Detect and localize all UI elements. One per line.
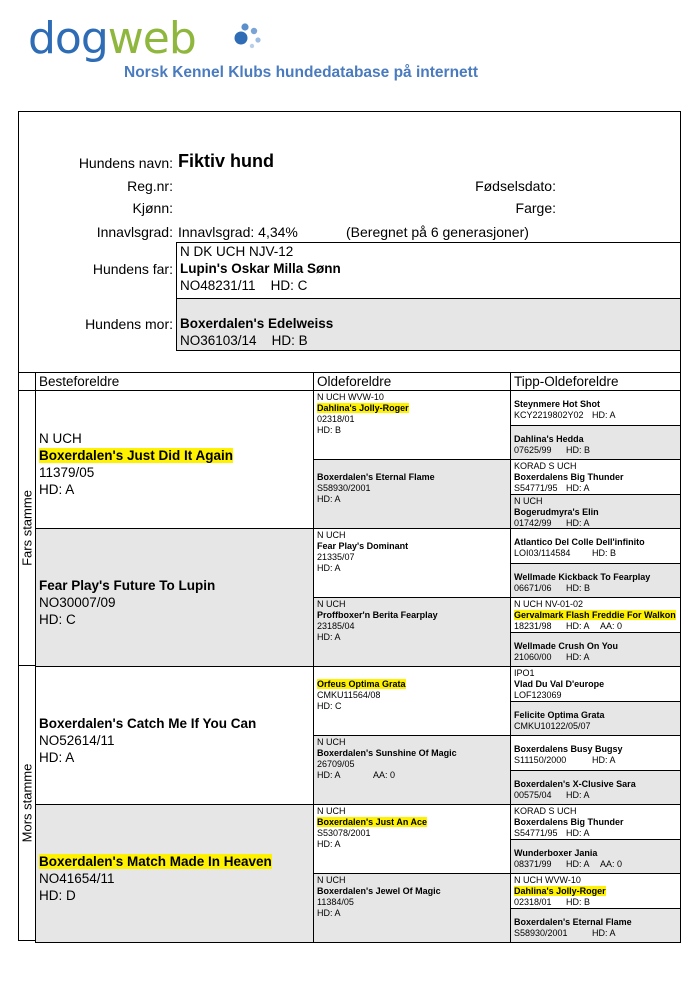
great-grandparent-titles-row	[317, 599, 438, 610]
ggp-titles: KORAD S UCH	[514, 461, 577, 471]
ggp-name-row	[514, 679, 604, 690]
great-grandparent-cell[interactable]	[313, 459, 511, 529]
fars-stamme-side	[18, 390, 36, 666]
great-great-grandparent-info	[514, 399, 626, 421]
ggp-reg: S11150/2000	[514, 755, 567, 765]
father-reg: NO48231/11	[180, 278, 256, 293]
great-great-grandparent-info	[514, 434, 600, 456]
ggp-name[interactable]: Boxerdalen's X-Clusive Sara	[514, 778, 636, 789]
great-grandparent-titles: N UCH	[317, 806, 346, 816]
great-grandparent-reg: 21335/07	[317, 552, 355, 562]
great-grandparent-reg: 02318/01	[317, 414, 355, 424]
ggp-titles-row	[514, 461, 624, 472]
grandparent-hd-row	[39, 887, 272, 904]
ggp-reg-row	[514, 790, 636, 801]
great-great-grandparent-info	[514, 496, 600, 529]
ggp-reg: 01742/99	[514, 517, 552, 528]
great-great-grandparent-cell[interactable]	[510, 632, 681, 668]
great-grandparent-titles-row	[317, 806, 427, 817]
grandparent-reg-row	[39, 594, 215, 611]
inbreeding-label: Innavlsgrad:	[96, 224, 173, 240]
header-grandparents: Besteforeldre	[35, 372, 314, 390]
great-grandparent-health	[317, 908, 441, 919]
great-great-grandparent-cell[interactable]	[510, 494, 681, 530]
ggp-name-row	[514, 434, 600, 445]
ggp-reg: 06671/06	[514, 582, 552, 593]
ggp-titles-row	[514, 875, 606, 886]
ggp-name-row	[514, 537, 645, 548]
inbreeding-value: Innavlsgrad: 4,34%	[178, 224, 298, 240]
great-grandparent-cell[interactable]	[313, 390, 511, 460]
ggp-reg: 08371/99	[514, 858, 552, 869]
ggp-reg: S54771/95	[514, 828, 558, 838]
grandparent-reg: NO52614/11	[39, 733, 115, 748]
grandparent-reg-row	[39, 732, 256, 749]
ggp-aa: AA: 0	[600, 621, 623, 631]
grandparent-name[interactable]: Fear Play's Future To Lupin	[39, 578, 216, 593]
ggp-hd: HD: A	[566, 483, 590, 493]
great-great-grandparent-info	[514, 744, 626, 766]
great-grandparent-health	[317, 770, 457, 781]
great-grandparent-titles-row	[317, 737, 457, 748]
grandparent-cell[interactable]	[35, 528, 314, 667]
great-grandparent-reg-row	[317, 414, 409, 425]
great-grandparent-name[interactable]: Boxerdalen's Eternal Flame	[317, 472, 435, 482]
ggp-name-row	[514, 848, 622, 859]
grandparent-hd-row	[39, 749, 256, 766]
great-grandparent-name-row	[317, 541, 408, 552]
ggp-hd: HD: A	[592, 410, 616, 420]
ggp-reg: CMKU10122/05/07	[514, 720, 591, 731]
great-grandparent-info	[317, 530, 408, 574]
ggp-hd: HD: A	[566, 621, 590, 631]
mother-reg: NO36103/14	[180, 333, 257, 348]
ggp-titles: IPO1	[514, 668, 535, 678]
grandparent-info	[39, 853, 272, 904]
great-grandparent-info	[317, 875, 441, 919]
great-grandparent-cell[interactable]	[313, 804, 511, 874]
ggp-name[interactable]: Wunderboxer Jania	[514, 847, 598, 858]
ggp-name[interactable]: Boxerdalens Busy Bugsy	[514, 744, 623, 754]
grandparent-cell[interactable]	[35, 390, 314, 529]
ggp-reg-row	[514, 897, 606, 908]
great-grandparent-health	[317, 701, 406, 712]
great-great-grandparent-cell[interactable]	[510, 390, 681, 426]
grandparent-name[interactable]: Boxerdalen's Just Did It Again	[39, 448, 233, 463]
logo-word-web: web	[107, 13, 196, 64]
great-grandparent-reg: 11384/05	[317, 897, 354, 907]
great-grandparent-reg: 26709/05	[317, 759, 355, 769]
ggp-name-row	[514, 710, 605, 721]
great-great-grandparent-cell[interactable]	[510, 908, 681, 944]
ggp-reg-row	[514, 548, 645, 559]
great-grandparent-titles-row	[317, 392, 409, 403]
great-great-grandparent-info	[514, 641, 618, 663]
mors-stamme-side	[18, 665, 36, 941]
grandparent-name-row	[39, 715, 256, 732]
grandparent-reg-row	[39, 870, 272, 887]
great-grandparent-hd: HD: A	[317, 839, 341, 849]
ggp-reg: 07625/99	[514, 444, 552, 455]
grandparent-hd-row	[39, 611, 215, 628]
ggp-hd: HD: A	[566, 517, 590, 528]
great-grandparent-name-row	[317, 748, 457, 759]
great-great-grandparent-info	[514, 599, 676, 632]
ggp-name-row	[514, 507, 600, 518]
great-grandparent-info	[317, 679, 406, 712]
ggp-name[interactable]: Boxerdalens Big Thunder	[514, 472, 624, 482]
header-great-grandparents: Oldeforeldre	[313, 372, 511, 390]
ggp-name-row	[514, 917, 632, 928]
ggp-titles-row	[514, 496, 600, 507]
mors-stamme-label: Mors stamme	[19, 763, 35, 843]
great-great-grandparent-cell[interactable]	[510, 804, 681, 840]
great-grandparent-health	[317, 839, 427, 850]
ggp-hd: HD: A	[566, 789, 590, 800]
great-great-grandparent-cell[interactable]	[510, 597, 681, 633]
great-grandparent-hd: HD: A	[317, 632, 341, 642]
great-grandparent-titles: N UCH	[317, 530, 346, 540]
grandparent-info	[39, 715, 256, 766]
ggp-reg-row	[514, 690, 604, 701]
great-grandparent-titles-row	[317, 530, 408, 541]
ggp-name[interactable]: Felicite Optima Grata	[514, 709, 605, 720]
great-grandparent-reg-row	[317, 483, 435, 494]
ggp-name-row	[514, 610, 676, 621]
grandparent-reg-row	[39, 464, 233, 481]
ggp-name[interactable]: Dahlina's Hedda	[514, 433, 584, 444]
mother-box[interactable]	[176, 298, 681, 351]
father-reg-line	[177, 277, 680, 294]
grandparent-name-row	[39, 447, 233, 464]
great-grandparent-name-row	[317, 403, 409, 414]
ggp-titles-row	[514, 599, 676, 610]
ggp-name-row	[514, 779, 636, 790]
ggp-reg: S54771/95	[514, 483, 558, 493]
great-grandparent-health	[317, 494, 435, 505]
grandparent-name[interactable]: Boxerdalen's Match Made In Heaven	[39, 854, 272, 869]
header-great-great-grandparents: Tipp-Oldeforeldre	[510, 372, 681, 390]
color-label: Farge:	[515, 200, 556, 216]
grandparent-hd: HD: D	[39, 888, 76, 903]
great-grandparent-hd: HD: A	[317, 494, 341, 504]
great-grandparent-name[interactable]: Fear Play's Dominant	[317, 541, 409, 551]
father-name[interactable]: Lupin's Oskar Milla Sønn	[180, 261, 341, 276]
great-great-grandparent-cell[interactable]	[510, 425, 681, 461]
ggp-reg-row	[514, 410, 626, 421]
great-grandparent-hd: HD: A	[317, 563, 341, 573]
grandparent-reg: 11379/05	[39, 465, 95, 480]
ggp-name[interactable]: Wellmade Crush On You	[514, 640, 619, 651]
birthdate-label: Fødselsdato:	[475, 178, 556, 194]
great-grandparent-reg-row	[317, 552, 408, 563]
ggp-reg: 00575/04	[514, 789, 552, 800]
great-great-grandparent-info	[514, 779, 636, 801]
ggp-hd: HD: A	[566, 858, 590, 869]
grandparent-info	[39, 577, 215, 628]
ggp-name[interactable]: Wellmade Kickback To Fearplay	[514, 571, 651, 582]
ggp-reg-row	[514, 859, 622, 870]
great-grandparent-aa: AA: 0	[373, 770, 396, 780]
great-grandparent-titles: N UCH	[317, 737, 346, 747]
great-grandparent-name[interactable]: Boxerdalen's Sunshine Of Magic	[317, 748, 457, 758]
father-box[interactable]	[176, 242, 681, 299]
grandparent-titles-row	[39, 430, 233, 447]
ggp-reg-row	[514, 483, 624, 494]
grandparent-cell[interactable]	[35, 804, 314, 943]
ggp-hd: HD: B	[566, 897, 591, 907]
great-great-grandparent-info	[514, 668, 604, 701]
ggp-reg: LOI03/114584	[514, 548, 571, 558]
great-grandparent-name-row	[317, 610, 438, 621]
ggp-reg-row	[514, 928, 632, 939]
logo-word-dog: dog	[28, 13, 108, 64]
fars-stamme-label: Fars stamme	[19, 490, 35, 566]
great-great-grandparent-info	[514, 537, 645, 559]
ggp-reg-row	[514, 828, 624, 839]
grandparent-hd: HD: A	[39, 750, 75, 765]
great-grandparent-cell[interactable]	[313, 873, 511, 943]
ggp-name[interactable]: Steynmere Hot Shot	[514, 399, 601, 409]
great-great-grandparent-cell[interactable]	[510, 839, 681, 875]
grandparent-cell[interactable]	[35, 666, 314, 805]
great-grandparent-hd: HD: C	[317, 701, 342, 711]
great-grandparent-reg-row	[317, 690, 406, 701]
ggp-titles: N UCH WVW-10	[514, 875, 581, 885]
great-grandparent-name[interactable]: Dahlina's Jolly-Roger	[317, 403, 409, 413]
ggp-aa: AA: 0	[600, 858, 623, 869]
ggp-reg-row	[514, 518, 600, 529]
ggp-titles: N UCH NV-01-02	[514, 599, 584, 609]
great-grandparent-name-row	[317, 679, 406, 690]
great-grandparent-health	[317, 563, 408, 574]
mother-hd: HD: B	[271, 333, 308, 348]
grandparent-hd-row	[39, 481, 233, 498]
grandparent-name[interactable]: Boxerdalen's Catch Me If You Can	[39, 716, 257, 731]
great-grandparent-name-row	[317, 472, 435, 483]
ggp-titles: KORAD S UCH	[514, 806, 577, 816]
great-great-grandparent-info	[514, 917, 632, 939]
great-great-grandparent-cell[interactable]	[510, 563, 681, 599]
ggp-hd: HD: A	[592, 927, 616, 938]
great-grandparent-cell[interactable]	[313, 597, 511, 667]
grandparent-name-row	[39, 853, 272, 870]
ggp-name-row	[514, 886, 606, 897]
ggp-titles: N UCH	[514, 495, 543, 506]
ggp-name[interactable]: Dahlina's Jolly-Roger	[514, 886, 606, 896]
great-grandparent-cell[interactable]	[313, 528, 511, 598]
dog-name: Fiktiv hund	[178, 151, 274, 171]
father-hd: HD: C	[270, 278, 308, 293]
great-grandparent-health	[317, 632, 438, 643]
great-great-grandparent-info	[514, 848, 622, 870]
great-grandparent-hd: HD: A	[317, 908, 341, 918]
ggp-name-row	[514, 472, 624, 483]
great-grandparent-reg: CMKU11564/08	[317, 690, 381, 700]
ggp-hd: HD: A	[592, 755, 616, 765]
great-grandparent-info	[317, 806, 427, 850]
ggp-reg-row	[514, 445, 600, 456]
mother-name[interactable]: Boxerdalen's Edelweiss	[180, 316, 334, 331]
ggp-name[interactable]: Vlad Du Val D'europe	[514, 679, 605, 689]
great-grandparent-reg: S58930/2001	[317, 483, 371, 493]
paw-dots-icon	[232, 22, 264, 52]
great-great-grandparent-info	[514, 572, 650, 594]
inbreeding-note: (Beregnet på 6 generasjoner)	[346, 224, 529, 240]
great-great-grandparent-cell[interactable]	[510, 873, 681, 909]
mother-reg-line	[177, 332, 680, 349]
grandparent-reg: NO30007/09	[39, 595, 116, 610]
grandparent-info	[39, 430, 233, 498]
ggp-hd: HD: A	[566, 651, 590, 662]
great-grandparent-info	[317, 737, 457, 781]
grandparent-hd: HD: A	[39, 482, 75, 497]
great-grandparent-hd: HD: B	[317, 425, 342, 435]
regnr-label: Reg.nr:	[127, 178, 173, 194]
grandparent-name-row	[39, 577, 215, 594]
ggp-name-row	[514, 641, 618, 652]
ggp-name[interactable]: Boxerdalens Big Thunder	[514, 817, 624, 827]
ggp-titles-row	[514, 668, 604, 679]
ggp-reg: 21060/00	[514, 651, 552, 662]
great-grandparent-info	[317, 599, 438, 643]
great-grandparent-titles: N UCH WVW-10	[317, 392, 384, 402]
ggp-name[interactable]: Gervalmark Flash Freddie For Walkon	[514, 610, 676, 620]
ggp-hd: HD: B	[592, 548, 617, 558]
great-grandparent-reg-row	[317, 621, 438, 632]
great-great-grandparent-cell[interactable]	[510, 459, 681, 495]
father-titles: N DK UCH NJV-12	[180, 244, 294, 259]
header-spacer	[18, 372, 36, 390]
great-grandparent-cell[interactable]	[313, 666, 511, 736]
great-great-grandparent-info	[514, 806, 624, 839]
ggp-reg: 18231/98	[514, 621, 552, 631]
great-great-grandparent-info	[514, 461, 624, 494]
ggp-name-row	[514, 399, 626, 410]
great-grandparent-hd: HD: A	[317, 770, 341, 780]
great-great-grandparent-info	[514, 875, 606, 908]
great-great-grandparent-cell[interactable]	[510, 735, 681, 771]
ggp-hd: HD: B	[566, 444, 591, 455]
great-great-grandparent-cell[interactable]	[510, 528, 681, 564]
great-grandparent-reg: 23185/04	[317, 621, 355, 631]
ggp-name-row	[514, 572, 650, 583]
great-grandparent-name[interactable]: Proffboxer'n Berita Fearplay	[317, 610, 438, 620]
great-grandparent-name-row	[317, 817, 427, 828]
ggp-hd: HD: B	[566, 582, 591, 593]
ggp-titles-row	[514, 806, 624, 817]
grandparent-reg: NO41654/11	[39, 871, 115, 886]
ggp-name-row	[514, 744, 626, 755]
ggp-name[interactable]: Atlantico Del Colle Dell'infinito	[514, 537, 645, 547]
ggp-name[interactable]: Boxerdalen's Eternal Flame	[514, 916, 632, 927]
great-grandparent-reg-row	[317, 759, 457, 770]
grandparent-titles: N UCH	[39, 431, 82, 446]
great-grandparent-titles: N UCH	[317, 599, 346, 609]
great-great-grandparent-info	[514, 710, 605, 732]
great-grandparent-health	[317, 425, 409, 436]
logo-tagline: Norsk Kennel Klubs hundedatabase på internett	[124, 64, 478, 81]
father-label: Hundens far:	[92, 261, 173, 277]
great-grandparent-name[interactable]: Boxerdalen's Jewel Of Magic	[317, 886, 441, 896]
ggp-reg-row	[514, 652, 618, 663]
great-great-grandparent-cell[interactable]	[510, 666, 681, 702]
ggp-reg-row	[514, 621, 676, 632]
ggp-reg: 02318/01	[514, 897, 552, 907]
great-grandparent-info	[317, 472, 435, 505]
great-grandparent-reg-row	[317, 828, 427, 839]
ggp-name-row	[514, 817, 624, 828]
great-grandparent-cell[interactable]	[313, 735, 511, 805]
ggp-reg-row	[514, 755, 626, 766]
great-grandparent-name[interactable]: Orfeus Optima Grata	[317, 679, 406, 689]
ggp-hd: HD: A	[566, 828, 590, 838]
name-label: Hundens navn:	[78, 155, 173, 171]
ggp-reg-row	[514, 583, 650, 594]
ggp-reg: LOF123069	[514, 690, 562, 700]
great-grandparent-reg: S53078/2001	[317, 828, 371, 838]
great-grandparent-name-row	[317, 886, 441, 897]
great-grandparent-info	[317, 392, 409, 436]
great-grandparent-titles: N UCH	[317, 875, 346, 885]
great-grandparent-titles-row	[317, 875, 441, 886]
great-great-grandparent-cell[interactable]	[510, 701, 681, 737]
ggp-reg: S58930/2001	[514, 927, 568, 938]
mother-label: Hundens mor:	[85, 316, 173, 332]
sex-label: Kjønn:	[132, 200, 173, 216]
ggp-reg: KCY2219802Y02	[514, 410, 584, 420]
great-grandparent-name[interactable]: Boxerdalen's Just An Ace	[317, 817, 428, 827]
dogweb-logo[interactable]	[28, 13, 508, 88]
logo-wordmark	[28, 12, 196, 66]
ggp-name[interactable]: Bogerudmyra's Elin	[514, 506, 599, 517]
great-great-grandparent-cell[interactable]	[510, 770, 681, 806]
grandparent-hd: HD: C	[39, 612, 76, 627]
great-grandparent-reg-row	[317, 897, 441, 908]
ggp-reg-row	[514, 721, 605, 732]
